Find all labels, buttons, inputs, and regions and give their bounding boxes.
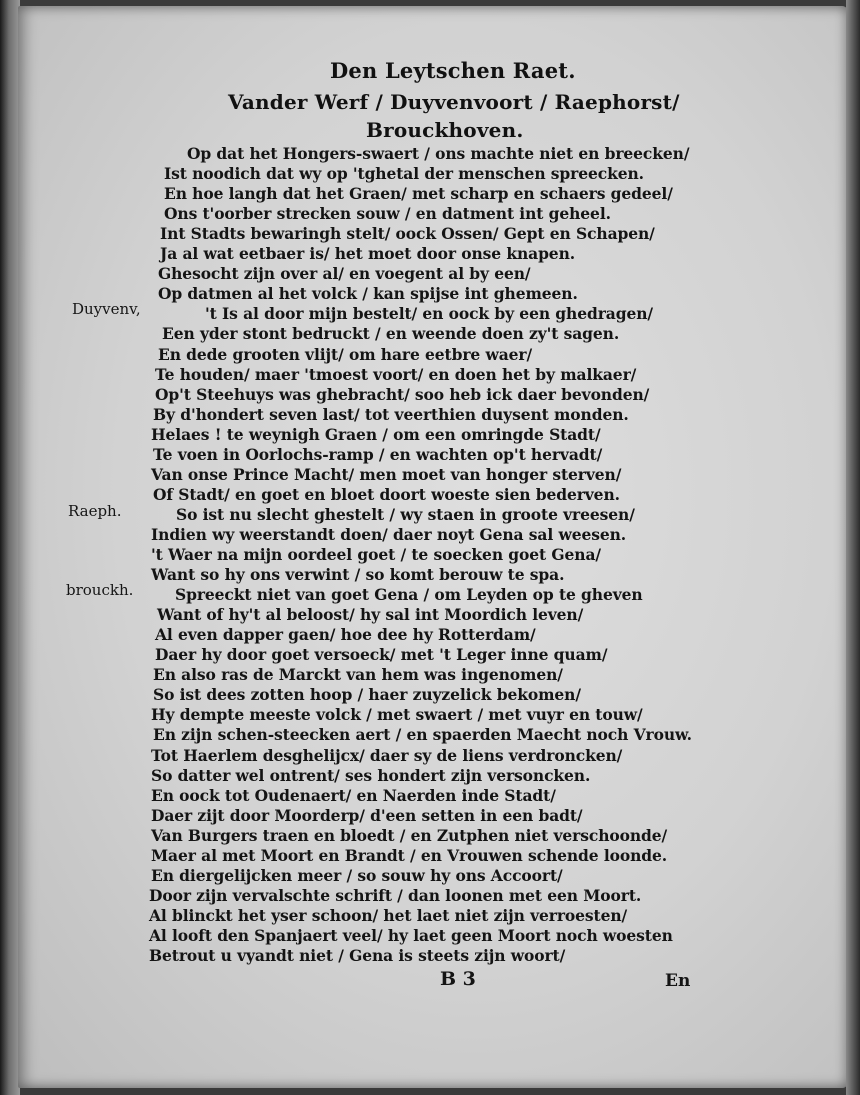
signature-mark: B 3 <box>440 968 476 990</box>
verse-line: Te houden/ maer 'tmoest voort/ en doen het by malkaer/ <box>155 365 637 384</box>
verse-line: Ist noodich dat wy op 'tghetal der menschen spreecken. <box>164 164 644 183</box>
verse-line: En also ras de Marckt van hem was ingenomen/ <box>153 665 563 684</box>
verse-line: Hy dempte meeste volck / met swaert / met vuyr en touw/ <box>151 705 643 724</box>
verse-line: Te voen in Oorlochs-ramp / en wachten op't hervadt/ <box>153 445 603 464</box>
speaker-label-duyvenv: Duyvenv, <box>72 300 141 318</box>
right-page-edge <box>846 0 860 1095</box>
verse-line: Helaes ! te weynigh Graen / om een omringde Stadt/ <box>151 425 601 444</box>
verse-line: Want so hy ons verwint / so komt berouw te spa. <box>151 565 565 584</box>
verse-line: Daer zijt door Moorderp/ d'een setten in een badt/ <box>151 806 583 825</box>
verse-line: Maer al met Moort en Brandt / en Vrouwen schende loonde. <box>151 846 668 865</box>
verse-line: Op't Steehuys was ghebracht/ soo heb ick daer bevonden/ <box>155 385 650 404</box>
verse-line: So ist dees zotten hoop / haer zuyzelick bekomen/ <box>153 685 581 704</box>
verse-line: En zijn schen-steecken aert / en spaerden Maecht noch Vrouw. <box>153 725 692 744</box>
verse-line: Al blinckt het yser schoon/ het laet niet zijn verroesten/ <box>149 906 628 925</box>
verse-line: 't Is al door mijn bestelt/ en oock by een ghedragen/ <box>205 304 653 323</box>
verse-line: Indien wy weerstandt doen/ daer noyt Gena sal weesen. <box>151 525 627 544</box>
left-page-edge <box>0 0 20 1095</box>
verse-line: Want of hy't al beloost/ hy sal int Moordich leven/ <box>157 605 584 624</box>
verse-line: Betrout u vyandt niet / Gena is steets zijn woort/ <box>149 946 566 965</box>
verse-line: By d'hondert seven last/ tot veerthien duysent monden. <box>153 405 629 424</box>
speaker-label-brouckh: brouckh. <box>66 581 134 599</box>
verse-line: Een yder stont bedruckt / en weende doen zy't sagen. <box>162 324 620 343</box>
heading-characters: Vander Werf / Duyvenvoort / Raephorst/ <box>228 90 680 114</box>
speaker-label-raeph: Raeph. <box>68 502 122 520</box>
catchword: En <box>665 971 691 991</box>
verse-line: Int Stadts bewaringh stelt/ oock Ossen/ Gept en Schapen/ <box>160 224 655 243</box>
verse-line: Ons t'oorber strecken souw / en datment int geheel. <box>164 204 611 223</box>
verse-line: 't Waer na mijn oordeel goet / te soecken goet Gena/ <box>151 545 601 564</box>
verse-line: En dede grooten vlijt/ om hare eetbre waer/ <box>158 345 533 364</box>
verse-line: Of Stadt/ en goet en bloet doort woeste sien bederven. <box>153 485 620 504</box>
verse-line: Ja al wat eetbaer is/ het moet door onse knapen. <box>160 244 576 263</box>
verse-line: En oock tot Oudenaert/ en Naerden inde Stadt/ <box>151 786 556 805</box>
verse-line: Van Burgers traen en bloedt / en Zutphen niet verschoonde/ <box>151 826 668 845</box>
verse-line: Op dat het Hongers-swaert / ons machte niet en breecken/ <box>187 144 690 163</box>
verse-line: Al even dapper gaen/ hoe dee hy Rotterdam/ <box>155 625 536 644</box>
verse-line: Door zijn vervalschte schrift / dan loonen met een Moort. <box>149 886 642 905</box>
verse-line: Van onse Prince Macht/ men moet van honger sterven/ <box>151 465 622 484</box>
verse-line: En diergelijcken meer / so souw hy ons Accoort/ <box>151 866 563 885</box>
verse-line: Daer hy door goet versoeck/ met 't Leger inne quam/ <box>155 645 608 664</box>
verse-line: En hoe langh dat het Graen/ met scharp en schaers gedeel/ <box>164 184 673 203</box>
verse-line: Al looft den Spanjaert veel/ hy laet geen Moort noch woesten <box>149 926 673 945</box>
verse-line: Tot Haerlem desghelijcx/ daer sy de liens verdroncken/ <box>151 746 623 765</box>
heading-characters-cont: Brouckhoven. <box>366 118 524 142</box>
verse-line: Ghesocht zijn over al/ en voegent al by een/ <box>158 264 531 283</box>
verse-line: Spreeckt niet van goet Gena / om Leyden op te gheven <box>175 585 643 604</box>
verse-line: Op datmen al het volck / kan spijse int ghemeen. <box>158 284 578 303</box>
verse-line: So ist nu slecht ghestelt / wy staen in groote vreesen/ <box>176 505 635 524</box>
verse-line: So datter wel ontrent/ ses hondert zijn versoncken. <box>151 766 591 785</box>
heading-title: Den Leytschen Raet. <box>330 58 576 83</box>
